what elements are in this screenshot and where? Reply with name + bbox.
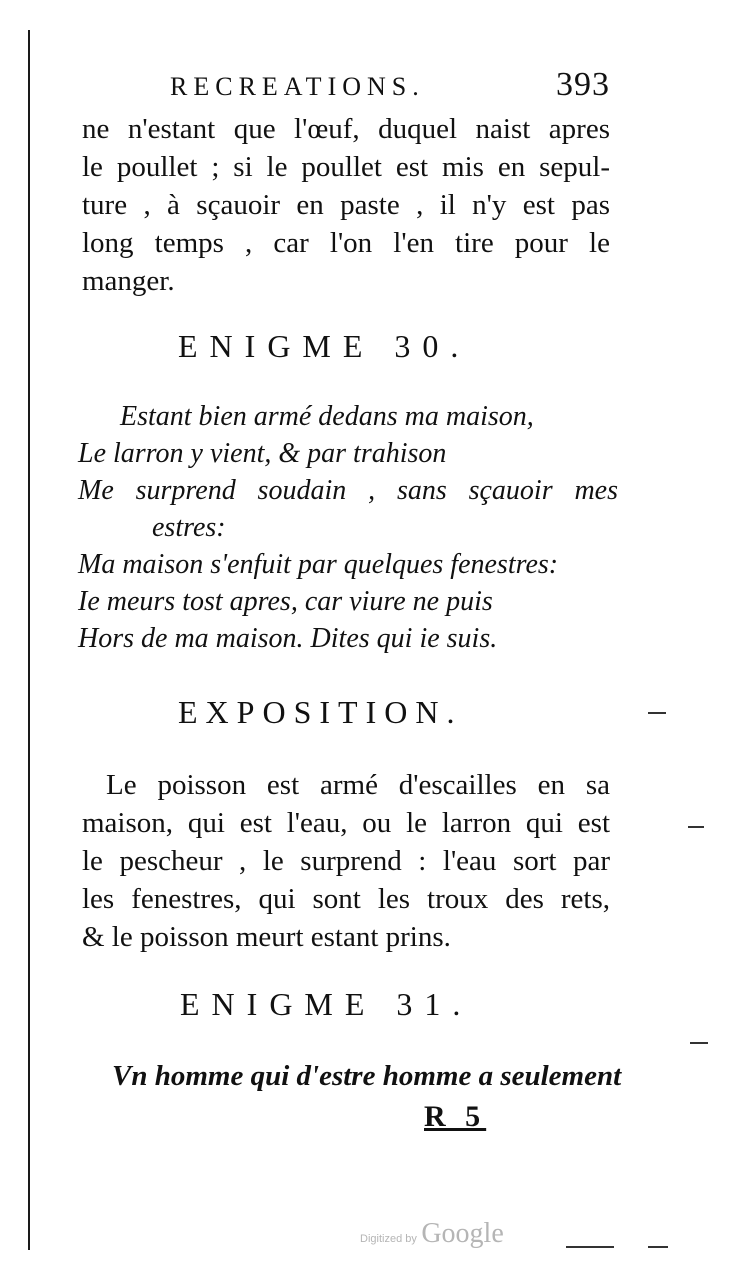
verse-line: estres: [152, 512, 226, 543]
text-line: manger. [82, 265, 175, 297]
scan-artifact [566, 1246, 614, 1248]
scan-artifact [648, 1246, 668, 1248]
scan-artifact [688, 826, 704, 828]
enigme-30-verse [78, 398, 618, 657]
page-edge-line [28, 30, 30, 1250]
verse-line: Hors de ma maison. Dites qui ie suis. [78, 623, 498, 654]
google-logo: Google [421, 1218, 504, 1249]
running-head: RECREATIONS. [170, 72, 425, 101]
text-line: les fenestres, qui sont les troux des rets, [82, 883, 610, 915]
continued-exposition-text [82, 110, 610, 300]
page-number: 393 [556, 66, 610, 103]
verse-line: Ma maison s'enfuit par quelques fenestres: [78, 549, 559, 580]
exposition-text [82, 766, 610, 956]
verse-line: Estant bien armé dedans ma maison, [120, 401, 534, 432]
text-line: long temps , car l'on l'en tire pour le [82, 227, 610, 259]
text-line: maison, qui est l'eau, ou le larron qui est [82, 807, 610, 839]
text-line: ne n'estant que l'œuf, duquel naist apres [82, 113, 610, 145]
verse-line: Me surprend soudain , sans sçauoir mes [78, 475, 618, 506]
text-line: Le poisson est armé d'escailles en sa [106, 769, 610, 801]
verse-line: Ie meurs tost apres, car viure ne puis [78, 586, 493, 617]
text-line: & le poisson meurt estant prins. [82, 921, 451, 953]
scan-artifact [690, 1042, 708, 1044]
signature-mark: R 5 [424, 1100, 487, 1133]
digitization-watermark [360, 1218, 504, 1250]
scan-artifact [648, 712, 666, 714]
enigme-31-heading: ENIGME 31. [180, 986, 473, 1022]
enigme-31-first-line: Vn homme qui d'estre homme a seulement [112, 1060, 622, 1092]
text-line: ture , à sçauoir en paste , il n'y est pas [82, 189, 610, 221]
text-line: le pescheur , le surprend : l'eau sort par [82, 845, 610, 877]
exposition-heading: EXPOSITION. [178, 694, 463, 730]
verse-line: Le larron y vient, & par trahison [78, 438, 447, 469]
text-line: le poullet ; si le poullet est mis en sepul- [82, 151, 610, 183]
watermark-prefix: Digitized by [360, 1233, 417, 1245]
page-header [170, 66, 610, 112]
enigme-30-heading: ENIGME 30. [178, 328, 471, 364]
